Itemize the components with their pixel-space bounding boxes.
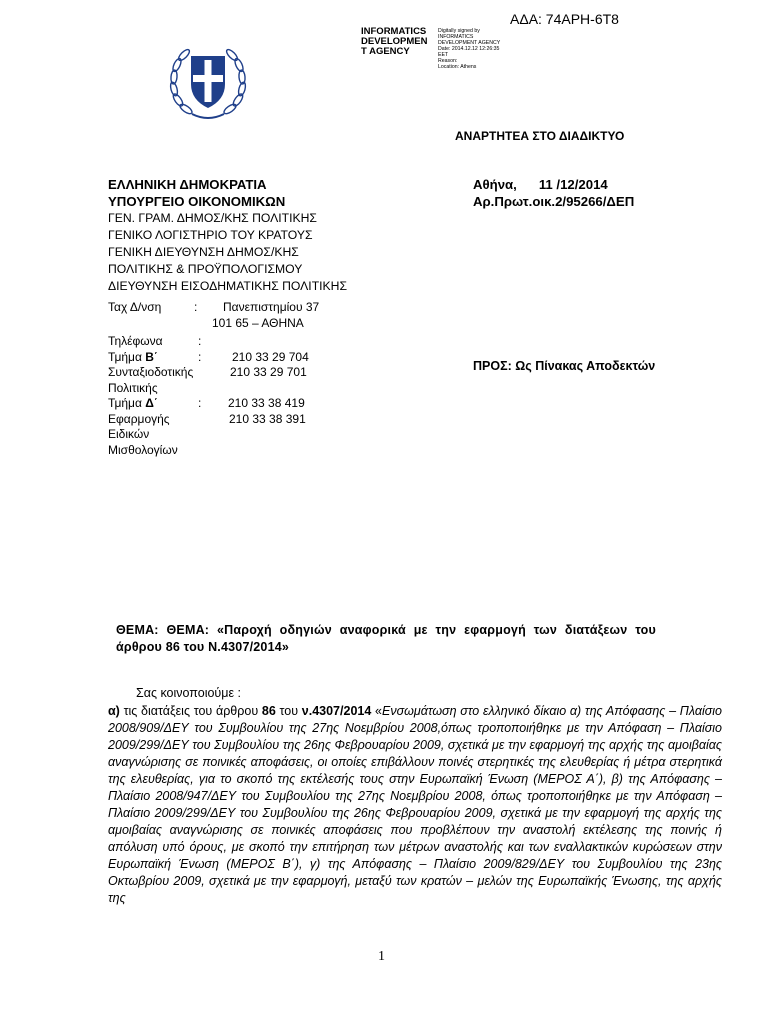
signature-org-line: DEVELOPMEN bbox=[361, 36, 428, 47]
signature-detail-line: Date: 2014.12.12 12:26:35 bbox=[438, 46, 500, 52]
dept-d-colon: : bbox=[198, 396, 202, 410]
signature-detail-line: Reason: bbox=[438, 58, 458, 64]
publish-online-note: ΑΝΑΡΤΗΤΕΑ ΣΤΟ ΔΙΑΔΙΚΤΥΟ bbox=[455, 129, 625, 143]
address-street: Πανεπιστημίου 37 bbox=[223, 300, 320, 314]
recipient-line: ΠΡΟΣ: Ως Πίνακας Αποδεκτών bbox=[473, 359, 656, 373]
dept-b-prefix: Τμήμα bbox=[108, 349, 146, 364]
issuer-line: ΕΛΛΗΝΙΚΗ ΔΗΜΟΚΡΑΤΙΑ bbox=[108, 177, 267, 192]
digital-signature-organization bbox=[361, 27, 437, 57]
subject-line: ΘΕΜΑ: ΘΕΜΑ: «Παροχή οδηγιών αναφορικά με την εφαρμογή των διατάξεων του άρθρου 86 του Ν.4307/2014» bbox=[116, 623, 656, 654]
dept-d-name-cont: Ειδικών bbox=[108, 427, 150, 441]
dept-d-prefix: Τμήμα bbox=[108, 396, 146, 410]
contact-block bbox=[108, 300, 368, 458]
greek-coat-of-arms-icon bbox=[166, 42, 250, 122]
issuer-main-heading bbox=[108, 176, 285, 210]
phones-label: Τηλέφωνα bbox=[108, 334, 163, 348]
body-text-3: « bbox=[371, 704, 382, 718]
protocol-number: Αρ.Πρωτ.οικ.2/95266/ΔΕΠ bbox=[473, 194, 635, 209]
page-number: 1 bbox=[378, 949, 385, 964]
signature-detail-line: INFORMATICS bbox=[438, 34, 474, 40]
issuer-departments bbox=[108, 210, 347, 295]
dept-b-name-cont: Πολιτικής bbox=[108, 380, 158, 395]
signature-detail-line: EET bbox=[438, 52, 449, 58]
address-label: Ταχ Δ/νση bbox=[108, 300, 162, 314]
issuer-department-line: ΓΕΝ. ΓΡΑΜ. ΔΗΜΟΣ/ΚΗΣ ΠΟΛΙΤΙΚΗΣ bbox=[108, 211, 317, 225]
dept-d-name: Εφαρμογής bbox=[108, 411, 170, 426]
dept-b-letter: Β΄ bbox=[145, 349, 158, 364]
dept-b-colon: : bbox=[198, 349, 202, 364]
body-text-1: τις διατάξεις του άρθρου bbox=[119, 704, 262, 718]
issuer-department-line: ΔΙΕΥΘΥΝΣΗ ΕΙΣΟΔΗΜΑΤΙΚΗΣ ΠΟΛΙΤΙΚΗΣ bbox=[108, 279, 347, 293]
signature-org-line: INFORMATICS bbox=[361, 26, 427, 37]
date-and-protocol bbox=[473, 176, 634, 210]
item-marker: α) bbox=[108, 704, 120, 718]
issuer-line: ΥΠΟΥΡΓΕΙΟ ΟΙΚΟΝΟΜΙΚΩΝ bbox=[108, 194, 286, 209]
issuer-department-line: ΓΕΝΙΚΗ ΔΙΕΥΘΥΝΣΗ ΔΗΜΟΣ/ΚΗΣ bbox=[108, 245, 299, 259]
signature-detail-line: Digitally signed by bbox=[438, 28, 480, 34]
digital-signature-details bbox=[438, 28, 528, 70]
document-date: 11 /12/2014 bbox=[538, 177, 608, 192]
dept-d-phone-2: 210 33 38 391 bbox=[229, 411, 306, 426]
body-paragraph bbox=[108, 703, 722, 907]
dept-b-phone-2: 210 33 29 701 bbox=[230, 365, 307, 379]
dept-d-name-cont-2: Μισθολογίων bbox=[108, 442, 178, 457]
body-text-2: του bbox=[275, 704, 302, 718]
address-colon: : bbox=[194, 300, 198, 314]
dept-b-name: Συνταξιοδοτικής bbox=[108, 365, 194, 379]
issuer-department-line: ΓΕΝΙΚΟ ΛΟΓΙΣΤΗΡΙΟ ΤΟΥ ΚΡΑΤΟΥΣ bbox=[108, 228, 313, 242]
document-city: Αθήνα, bbox=[473, 177, 517, 192]
ada-code: ΑΔΑ: 74ΑΡΗ-6Τ8 bbox=[510, 11, 619, 27]
body-intro: Σας κοινοποιούμε : bbox=[136, 686, 241, 700]
article-number: 86 bbox=[261, 704, 276, 718]
signature-detail-line: DEVELOPMENT AGENCY bbox=[438, 40, 501, 46]
issuer-department-line: ΠΟΛΙΤΙΚΗΣ & ΠΡΟΫΠΟΛΟΓΙΣΜΟΥ bbox=[108, 262, 303, 276]
phones-colon: : bbox=[198, 334, 202, 348]
dept-d-phone: 210 33 38 419 bbox=[228, 396, 305, 410]
signature-detail-line: Location: Athens bbox=[438, 64, 477, 70]
dept-d-letter: Δ΄ bbox=[145, 396, 158, 410]
dept-b-phone: 210 33 29 704 bbox=[232, 349, 309, 364]
law-title-italic: Ενσωμάτωση στο ελληνικό δίκαιο α) της Απόφασης – Πλαίσιο 2008/909/ΔΕΥ του Συμβουλίου της 27ης Νοεμβρίου 2008,όπως τροποποιήθηκε με την Απόφαση – Πλαίσιο 2009/299/ΔΕΥ του Συμβουλίου της 26ης Φεβρουαρίου 2009, σχετικά με την εφαρμογή της αρχής της αμοιβαίας αναγνώρισης σε ποινικές αποφάσεις, οι οποίες επιβάλλουν ποινές στερητικές της ελευθερίας ή μέτρα στερητικά της ελευθερίας, για το σκοπό της εκτέλεσής τους στην Ευρωπαϊκή Ένωση (ΜΕΡΟΣ Α΄), β) της Απόφασης –Πλαίσιο 2008/947/ΔΕΥ του Συμβουλίου της 27ης Νοεμβρίου 2008, όπως τροποποιήθηκε με την Απόφαση – Πλαίσιο 2009/299/ΔΕΥ του Συμβουλίου της 26ης Φεβρουαρίου 2009, σχετικά με την εφαρμογή της αρχής της αμοιβαίας αναγνώρισης σε ποινικές αποφάσεις που προβλέπουν την αναστολή εκτέλεσης της ποινής ή απόλυση υπό όρους, με σκοπό την επιτήρηση των μέτρων αναστολής και των εναλλακτικών κυρώσεων στην Ευρωπαϊκή Ένωση (ΜΕΡΟΣ Β΄), γ) της Απόφασης – Πλαίσιο 2009/829/ΔΕΥ του Συμβουλίου της 23ης Οκτωβρίου 2009, σχετικά με την εφαρμογή, μεταξύ των κρατών – μελών της Ευρωπαϊκής Ένωσης, της αρχής της bbox=[108, 704, 722, 905]
signature-org-line: T AGENCY bbox=[361, 46, 410, 57]
law-reference: ν.4307/2014 bbox=[301, 704, 372, 718]
address-postcode-city: 101 65 – ΑΘΗΝΑ bbox=[212, 315, 304, 330]
